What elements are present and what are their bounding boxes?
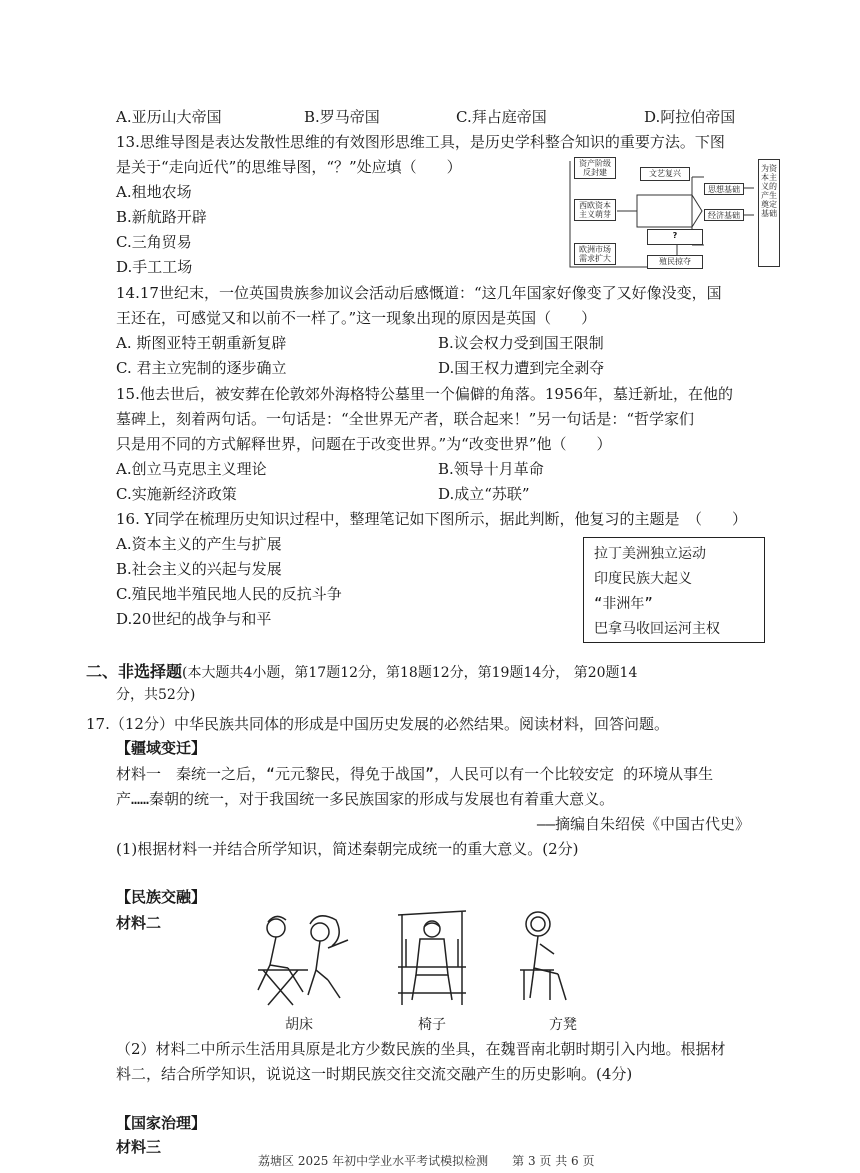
caption-hu-chuang: 胡床: [285, 1017, 313, 1033]
mindmap-box-left-top: 资产阶级反封建: [574, 157, 616, 179]
mindmap-box-vertical: 为资本主义的产生奠定基础: [758, 159, 780, 267]
stool-illustration: [510, 908, 575, 1010]
section2-desc-line1: (本大题共4小题，第17题12分，第18题12分，第19题14分， 第20题14: [182, 665, 638, 681]
q12-option-d: D.阿拉伯帝国: [644, 108, 736, 126]
caption-chair: 椅子: [418, 1017, 446, 1033]
q16-note-4: 巴拿马收回运河主权: [594, 621, 720, 637]
q17-heading-ethnic: 【民族交融】: [116, 888, 207, 906]
q15-stem-line3: 只是用不同的方式解释世界，问题在于改变世界。”为“改变世界”他（ ）: [116, 435, 612, 453]
q13-mindmap: [562, 155, 784, 273]
q14-option-c: C. 君主立宪制的逐步确立: [116, 359, 287, 377]
q14-option-a: A. 斯图亚特王朝重新复辟: [116, 334, 287, 352]
q16-note-3: “非洲年”: [594, 596, 653, 612]
q16-stem: 16. Y同学在梳理历史知识过程中，整理笔记如下图所示，据此判断，他复习的主题是 （ ）: [116, 510, 748, 528]
page-footer: 荔塘区 2025 年初中学业水平考试模拟检测 第 3 页 共 6 页: [258, 1154, 595, 1168]
q16-option-a: A.资本主义的产生与扩展: [116, 535, 282, 553]
q12-option-b: B.罗马帝国: [304, 108, 380, 126]
section2-title: 二、非选择题: [86, 662, 183, 681]
q14-option-d: D.国王权力遭到完全剥夺: [438, 359, 605, 377]
mindmap-box-thought: 思想基础: [704, 183, 744, 195]
mindmap-box-economic: 经济基础: [704, 209, 744, 221]
q17-material1-source: ——摘编自朱绍侯《中国古代史》: [536, 815, 750, 833]
q17-material1-line2: 产……秦朝的统一，对于我国统一多民族国家的形成与发展也有着重大意义。: [116, 790, 615, 808]
q14-option-b: B.议会权力受到国王限制: [438, 334, 604, 352]
q17-sub2-line1: （2）材料二中所示生活用具原是北方少数民族的坐具，在魏晋南北朝时期引入内地。根据材: [116, 1040, 726, 1058]
q12-option-a: A.亚历山大帝国: [116, 108, 222, 126]
q16-option-b: B.社会主义的兴起与发展: [116, 560, 282, 578]
q12-option-c: C.拜占庭帝国: [456, 108, 547, 126]
section2-desc-line2: 分，共52分): [116, 687, 196, 703]
q15-option-b: B.领导十月革命: [438, 460, 544, 478]
mindmap-box-colonial: 殖民掠夺: [647, 255, 703, 269]
q15-stem-line2: 墓碑上，刻着两句话。一句话是：“全世界无产者，联合起来！”另一句话是：“哲学家们: [116, 410, 695, 428]
q17-material1-line1: 材料一 秦统一之后，“元元黎民，得免于战国”，人民可以有一个比较安定 的环境从事生: [116, 765, 714, 783]
q15-stem-line1: 15.他去世后，被安葬在伦敦郊外海格特公墓里一个偏僻的角落。1956年，墓迁新址，在他的: [116, 385, 734, 403]
q13-option-d: D.手工工场: [116, 258, 193, 276]
q13-stem-line2: 是关于“走向近代”的思维导图，“？”处应填（ ）: [116, 158, 462, 176]
q16-note-1: 拉丁美洲独立运动: [594, 546, 706, 562]
q17-material3-label: 材料三: [116, 1138, 162, 1156]
q17-sub2-line2: 料二，结合所学知识，说说这一时期民族交往交流交融产生的历史影响。(4分): [116, 1065, 633, 1083]
q17-sub1: (1)根据材料一并结合所学知识，简述秦朝完成统一的重大意义。(2分): [116, 840, 579, 858]
q16-note-2: 印度民族大起义: [594, 571, 692, 587]
hu-chuang-illustration: [248, 910, 358, 1010]
q17-heading-governance: 【国家治理】: [116, 1114, 207, 1132]
mindmap-box-question: ?: [647, 229, 703, 245]
mindmap-box-left-mid: 西欧资本主义萌芽: [574, 199, 616, 221]
q16-option-d: D.20世纪的战争与和平: [116, 610, 272, 628]
q15-option-c: C.实施新经济政策: [116, 485, 237, 503]
q13-option-b: B.新航路开辟: [116, 208, 207, 226]
chair-illustration: [392, 905, 472, 1010]
mindmap-box-left-bottom: 欧洲市场需求扩大: [574, 243, 616, 265]
q14-stem-line2: 王还在，可感觉又和以前不一样了。”这一现象出现的原因是英国（ ）: [116, 309, 597, 327]
q13-option-a: A.租地农场: [116, 183, 192, 201]
q17-heading-territory: 【疆域变迁】: [116, 739, 207, 757]
q16-option-c: C.殖民地半殖民地人民的反抗斗争: [116, 585, 342, 603]
q15-option-d: D.成立“苏联”: [438, 485, 530, 503]
q17-material2-label: 材料二: [116, 914, 162, 932]
q13-stem-line1: 13.思维导图是表达发散性思维的有效图形思维工具，是历史学科整合知识的重要方法。下图: [116, 133, 725, 151]
q15-option-a: A.创立马克思主义理论: [116, 460, 267, 478]
section2-header: [86, 659, 637, 682]
caption-stool: 方凳: [549, 1017, 577, 1033]
mindmap-box-renaissance: 文艺复兴: [640, 167, 690, 181]
q17-intro: 17.（12分）中华民族共同体的形成是中国历史发展的必然结果。阅读材料，回答问题。: [86, 715, 669, 733]
q14-stem-line1: 14.17世纪末，一位英国贵族参加议会活动后感慨道：“这几年国家好像变了又好像没变，国: [116, 284, 722, 302]
q13-option-c: C.三角贸易: [116, 233, 192, 251]
q16-notes-box: [583, 537, 765, 643]
